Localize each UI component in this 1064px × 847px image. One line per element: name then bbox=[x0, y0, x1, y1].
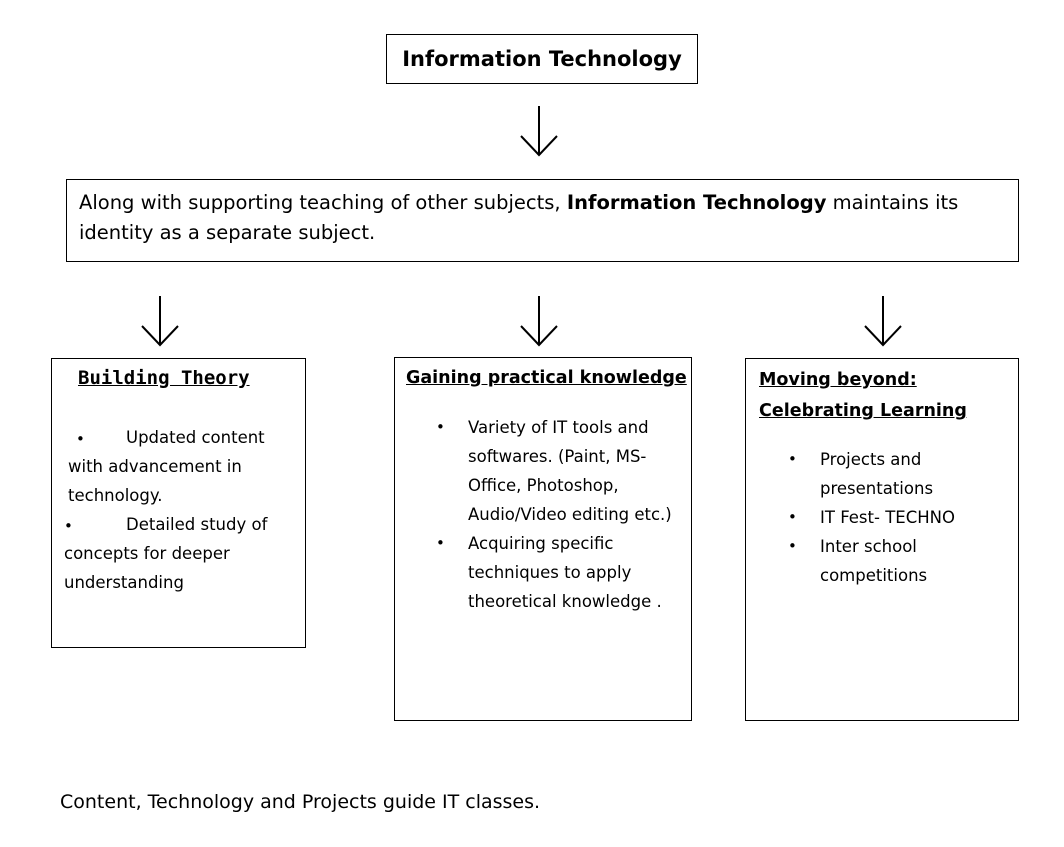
list-item-text: Variety of IT tools and softwares. (Paint, MS-Office, Photoshop, Audio/Video editing etc.) bbox=[468, 418, 672, 524]
arrow-down-icon bbox=[518, 294, 560, 348]
bullet-icon: • bbox=[436, 534, 445, 552]
footer-caption: Content, Technology and Projects guide IT classes. bbox=[60, 791, 541, 813]
column-heading: Building Theory bbox=[78, 367, 250, 389]
list-item-text: IT Fest- TECHNO bbox=[820, 508, 955, 527]
intro-text-part2: maintains its identity as a separate subject. bbox=[79, 191, 959, 244]
list-item: Updated content with advancement in technology. bbox=[68, 428, 265, 505]
title-node bbox=[386, 34, 698, 84]
list-item bbox=[436, 413, 686, 529]
building-theory-node bbox=[51, 358, 306, 648]
practical-knowledge-node bbox=[394, 357, 692, 721]
intro-node bbox=[66, 179, 1019, 262]
list-item bbox=[788, 445, 1013, 503]
intro-text-part1: Along with supporting teaching of other subjects, bbox=[79, 191, 567, 214]
intro-text-bold: Information Technology bbox=[566, 191, 827, 214]
intro-text bbox=[79, 191, 958, 244]
bullet-icon: • bbox=[436, 418, 445, 436]
bullet-icon: • bbox=[788, 508, 797, 526]
title-text: Information Technology bbox=[402, 47, 682, 71]
list-item bbox=[788, 503, 1013, 532]
bullet-icon: • bbox=[76, 430, 85, 448]
bullet-icon: • bbox=[788, 537, 797, 555]
arrow-down-icon bbox=[518, 104, 560, 158]
column-heading: Gaining practical knowledge bbox=[406, 368, 687, 388]
item-list bbox=[788, 445, 1013, 590]
arrow-down-icon bbox=[862, 294, 904, 348]
column-heading: Moving beyond: Celebrating Learning bbox=[759, 370, 967, 421]
list-item: Detailed study of concepts for deeper understanding bbox=[64, 515, 268, 592]
arrow-down-icon bbox=[139, 294, 181, 348]
list-item-text: Projects and presentations bbox=[820, 450, 934, 498]
bullet-icon: • bbox=[788, 450, 797, 468]
item-list bbox=[436, 413, 686, 616]
list-item-text: Inter school competitions bbox=[820, 537, 928, 585]
bullet-icon: • bbox=[64, 517, 73, 535]
list-item-text: Acquiring specific techniques to apply theoretical knowledge . bbox=[468, 534, 662, 611]
list-item bbox=[436, 529, 686, 616]
moving-beyond-node bbox=[745, 358, 1019, 721]
list-item bbox=[788, 532, 1013, 590]
